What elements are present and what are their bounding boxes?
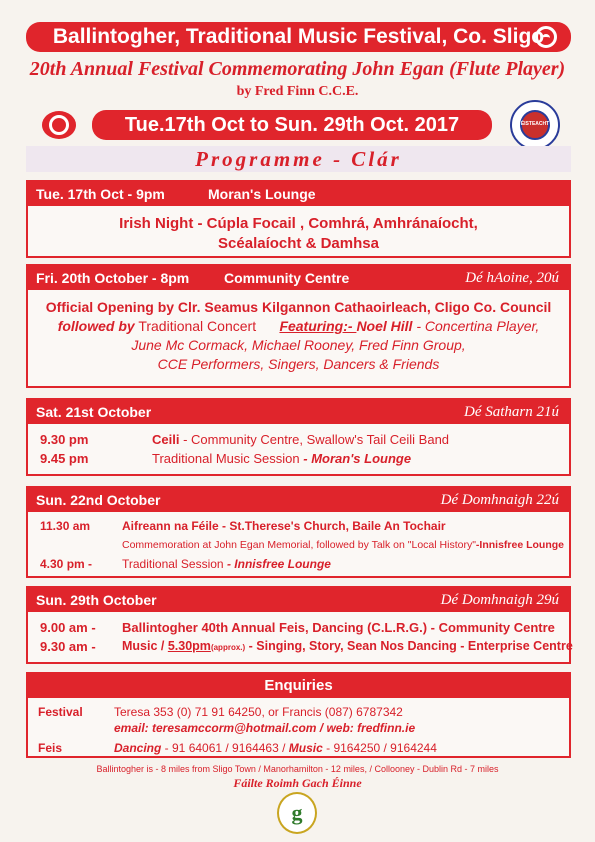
programme-heading: Programme - Clár (26, 146, 571, 172)
event-line: Scéalaíocht & Damhsa (218, 235, 379, 252)
row-title: Traditional Music Session (152, 451, 300, 466)
festival-title-banner (26, 22, 571, 52)
row-time: 11.30 am (40, 519, 91, 533)
row-place: - Innisfree Lounge (223, 557, 331, 571)
festival-logo-icon (535, 26, 557, 48)
schedule-row (28, 555, 569, 574)
enquiry-label: Festival (38, 705, 83, 719)
followed-by-text: followed by (57, 318, 135, 334)
enquiry-row-web (28, 720, 569, 740)
schedule-row (28, 536, 569, 555)
welcome-tagline: Fáilte Roimh Gach Éinne (233, 776, 362, 790)
row-time-2: 5.30pm (167, 639, 211, 653)
event-sun-22 (26, 486, 571, 578)
row-time: 9.30 am - (40, 639, 96, 654)
row-detail: - Moran's Lounge (299, 451, 412, 466)
performer-name: Noel Hill (356, 318, 413, 334)
row-title: Music / (122, 639, 168, 653)
event-gaelic-date: Dé Satharn 21ú (464, 404, 559, 420)
event-day: Tue. 17th Oct - 9pm (36, 186, 165, 202)
event-day: Sun. 29th October (36, 592, 157, 608)
performer-role: - Concertina Player, (412, 318, 540, 334)
seal-text: ÉISTEACHT (520, 121, 550, 127)
event-sat-21 (26, 398, 571, 476)
enquiry-row-feis (28, 740, 569, 756)
event-fri-20 (26, 264, 571, 388)
approx-label: (approx.) (210, 643, 246, 652)
event-sun-29 (26, 586, 571, 664)
event-header (28, 182, 569, 206)
feis-dancing-phones: - 91 64061 / 9164463 / (161, 741, 289, 755)
festival-dates: Tue.17th Oct to Sun. 29th Oct. 2017 (124, 114, 460, 136)
concert-text: Traditional Concert (134, 318, 257, 334)
enquiry-label: Feis (38, 741, 63, 755)
row-time: 4.30 pm - (40, 557, 93, 571)
event-header (28, 400, 569, 424)
event-body (28, 206, 569, 254)
event-line: Irish Night - Cúpla Focail , Comhrá, Amhránaíocht, (119, 215, 478, 232)
enquiries-section (26, 672, 571, 758)
schedule-row (28, 637, 573, 656)
enquiry-phone: Teresa 353 (0) 71 91 64250, or Francis (087) 6787342 (114, 705, 403, 719)
row-title: Ceili (152, 432, 180, 447)
event-day: Sat. 21st October (36, 404, 152, 420)
event-line: CCE Performers, Singers, Dancers & Friends (157, 356, 440, 372)
row-time: 9.30 pm (40, 432, 89, 447)
distances-note: Ballintogher is - 8 miles from Sligo Town / Manorhamilton - 12 miles, / Collooney - Dublin Rd - 7 miles (96, 764, 499, 774)
event-tue-17 (26, 180, 571, 258)
festival-subtitle: 20th Annual Festival Commemorating John Egan (Flute Player) (29, 58, 566, 80)
featuring-label: Featuring:- (279, 318, 357, 334)
festival-title: Ballintogher, Traditional Music Festival, Co. Sligo (52, 25, 545, 48)
enquiries-heading: Enquiries (28, 674, 569, 698)
row-time: 9.00 am - (40, 620, 96, 635)
event-line-concert (28, 317, 569, 336)
schedule-row (28, 618, 569, 637)
schedule-row (28, 430, 569, 449)
event-venue: Community Centre (224, 270, 350, 286)
row-detail: - Singing, Story, Sean Nos Dancing - Enterprise Centre (245, 639, 573, 653)
schedule-row (28, 517, 569, 536)
event-gaelic-date: Dé Domhnaigh 29ú (440, 592, 559, 608)
gaelic-logo-letter: g (291, 800, 303, 825)
event-day: Fri. 20th October - 8pm (36, 270, 190, 286)
festival-byline: by Fred Finn C.C.E. (236, 84, 359, 99)
event-header (28, 488, 569, 512)
event-gaelic-date: Dé Domhnaigh 22ú (440, 492, 559, 508)
feis-dancing-label: Dancing (114, 741, 162, 755)
event-day: Sun. 22nd October (36, 492, 161, 508)
comhaltas-seal-logo (510, 100, 560, 150)
enquiry-contact-web[interactable]: email: teresamccorm@hotmail.com / web: fredfinn.ie (114, 721, 416, 735)
feis-music-phones: - 9164250 / 9164244 (322, 741, 437, 755)
event-line: June Mc Cormack, Michael Rooney, Fred Finn Group, (131, 337, 466, 353)
event-line: Official Opening by Clr. Seamus Kilgannon Cathaoirleach, Cligo Co. Council (45, 299, 552, 315)
row-detail: - Community Centre, Swallow's Tail Ceili Band (179, 432, 450, 447)
festival-dates-banner (92, 110, 492, 140)
row-detail: Ballintogher 40th Annual Feis, Dancing (C.L.R.G.) - Community Centre (122, 620, 555, 635)
row-time: 9.45 pm (40, 451, 89, 466)
event-header (28, 266, 569, 290)
schedule-row (28, 449, 569, 468)
gaelic-logo (277, 792, 317, 834)
row-detail: Aifreann na Féile - St.Therese's Church, Baile An Tochair (122, 519, 446, 533)
row-detail: Commemoration at John Egan Memorial, followed by Talk on "Local History" (122, 539, 476, 551)
event-gaelic-date: Dé hAoine, 20ú (465, 270, 559, 286)
event-venue: Moran's Lounge (208, 186, 316, 202)
event-body (28, 290, 569, 374)
row-place: -Innisfree Lounge (475, 539, 565, 551)
feis-music-label: Music (288, 741, 323, 755)
row-title: Traditional Session (122, 557, 224, 571)
event-header (28, 588, 569, 612)
enquiry-row-festival (28, 704, 569, 720)
festival-logo-icon-left (42, 111, 76, 139)
